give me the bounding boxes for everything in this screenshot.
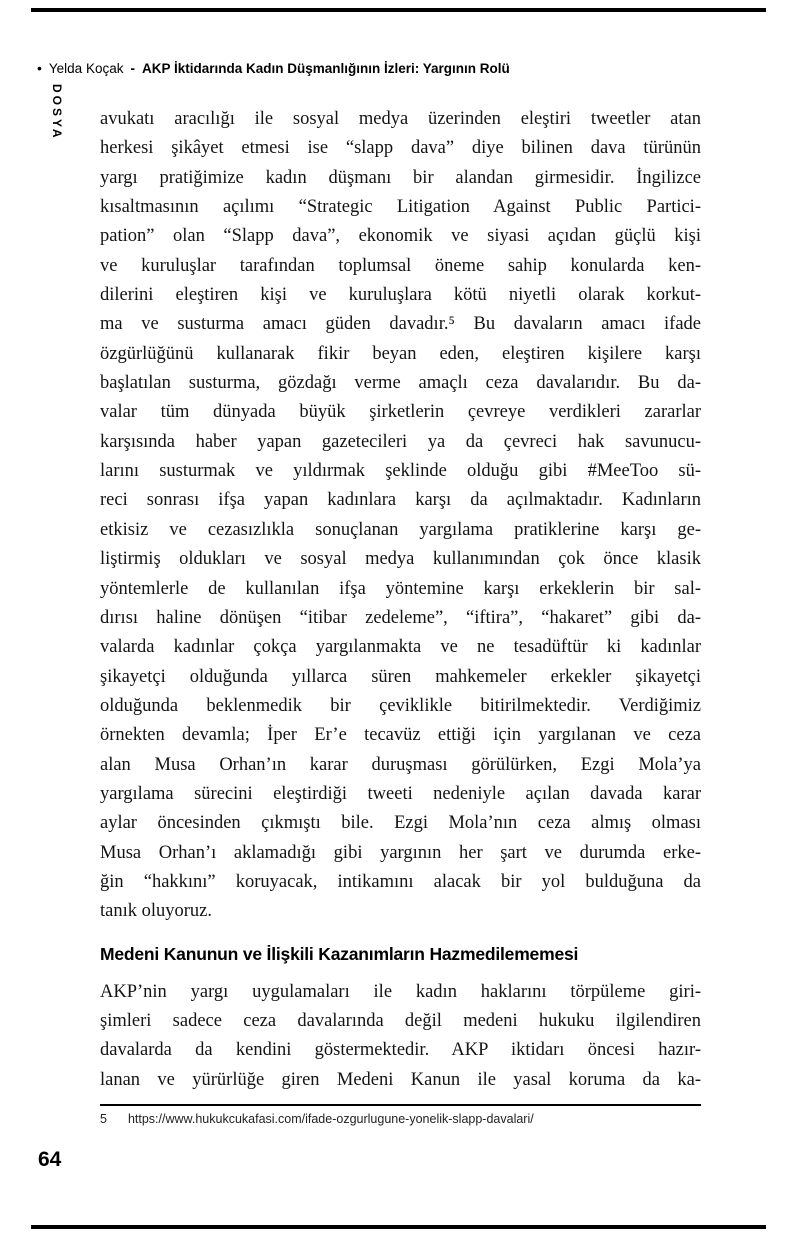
page-number: 64 (38, 1148, 62, 1171)
body-text-line: Musa Orhan’ı aklamadığı gibi yargının her şart ve durumda erke- (100, 842, 701, 863)
body-text-line: valar tüm dünyada büyük şirketlerin çevreye verdikleri zararlar (100, 402, 701, 423)
body-text-line: reci sonrası ifşa yapan kadınlara karşı da açılmaktadır. Kadınların (100, 490, 701, 511)
footnote-url: https://www.hukukcukafasi.com/ifade-ozgurlugune-yonelik-slapp-davalari/ (127, 1112, 534, 1126)
body-text-line: aylar öncesinden çıkmıştı bile. Ezgi Mola’nın ceza almış olması (100, 813, 701, 834)
body-text-line: dilerini eleştiren kişi ve kuruluşlara kötü niyetli olarak korkut- (100, 285, 701, 306)
body-text-line: valarda kadınlar çokça yargılanmakta ve ne tesadüftür ki kadınlar (100, 637, 701, 658)
body-text-line: kısaltmasının açılımı “Strategic Litigation Against Public Partici- (100, 197, 701, 218)
body-text-line: davalarda da kendini göstermektedir. AKP iktidarı öncesi hazır- (100, 1040, 701, 1061)
header-author: Yelda Koçak (48, 61, 124, 76)
body-text-line: şimleri sadece ceza davalarında değil medeni hukuku ilgilendiren (100, 1010, 701, 1031)
footnote-block (100, 1104, 701, 1126)
body-text-line: yöntemlerle de kullanılan ifşa yöntemine karşı erkeklerin bir sal- (100, 578, 701, 599)
top-rule (31, 8, 766, 12)
body-text-line: liştirmiş oldukları ve sosyal medya kullanımından çok önce klasik (100, 549, 701, 570)
bullet-icon: • (37, 60, 42, 76)
body-text-line: pation” olan “Slapp dava”, ekonomik ve siyasi açıdan güçlü kişi (100, 226, 701, 247)
article-body (100, 105, 701, 1126)
body-text-line: herkesi şikâyet etmesi ise “slapp dava” diye bilinen dava türünün (100, 138, 701, 159)
body-text-line: larını susturmak ve yıldırmak şeklinde olduğu gibi #MeeToo sü- (100, 461, 701, 482)
header-title: AKP İktidarında Kadın Düşmanlığının İzleri: Yargının Rolü (141, 61, 510, 76)
body-text-line: avukatı aracılığı ile sosyal medya üzerinden eleştiri tweetler atan (100, 109, 701, 129)
section-tag-label: DOSYA (50, 84, 64, 141)
body-text-line: ğin “hakkını” koruyacak, intikamını alacak bir yol bulduğuna da (100, 871, 701, 892)
body-text-line: ve kuruluşlar tarafından toplumsal öneme sahip konularda ken- (100, 255, 701, 276)
section-heading: Medeni Kanunun ve İlişkili Kazanımların Hazmedilememesi (100, 943, 579, 964)
body-text-line: tanık oluyoruz. (100, 901, 213, 922)
body-text-line: AKP’nin yargı uygulamaları ile kadın haklarını törpüleme giri- (100, 981, 701, 1002)
body-text-line: yargı pratiğimize kadın düşmanı bir alandan girmesidir. İngilizce (100, 167, 701, 188)
footnote (100, 1106, 701, 1126)
bottom-rule (31, 1225, 766, 1229)
paragraph-1 (100, 105, 701, 927)
body-text-line: dırısı haline dönüşen “itibar zedeleme”, “iftira”, “hakaret” gibi da- (100, 607, 701, 628)
body-text-line: olduğunda beklenmedik bir çeviklikle bitirilmektedir. Verdiğimiz (100, 695, 701, 716)
body-text-line: alan Musa Orhan’ın karar duruşması görülürken, Ezgi Mola’ya (100, 754, 701, 775)
footnote-number: 5 (100, 1112, 107, 1126)
section-tag-vertical (48, 84, 66, 162)
body-text-line: örnekten devamla; İper Er’e tecavüz ettiği için yargılanan ve ceza (100, 725, 701, 746)
body-text-line: etkisiz ve cezasızlıkla sonuçlanan yargılama pratiklerine karşı ge- (100, 519, 701, 540)
body-text-line: karşısında haber yapan gazetecileri ya da çevreci hak savunucu- (100, 431, 701, 452)
body-text-line: şikayetçi olduğunda yıllarca süren mahkemeler erkekler şikayetçi (100, 666, 701, 687)
paragraph-2 (100, 978, 701, 1095)
body-text-line: lanan ve yürürlüğe giren Medeni Kanun ile yasal koruma da ka- (100, 1069, 701, 1090)
body-text-line: yargılama sürecini eleştirdiği tweeti nedeniyle açılan davada karar (100, 783, 701, 804)
body-text-line: ma ve susturma amacı güden davadır.⁵ Bu davaların amacı ifade (100, 314, 701, 335)
body-text-line: özgürlüğünü kullanarak fikir beyan eden, eleştiren kişilere karşı (100, 343, 701, 364)
header-separator: - (130, 61, 135, 76)
page-header (37, 60, 510, 77)
body-text-line: başlatılan susturma, gözdağı verme amaçlı ceza davalarıdır. Bu da- (100, 373, 701, 394)
